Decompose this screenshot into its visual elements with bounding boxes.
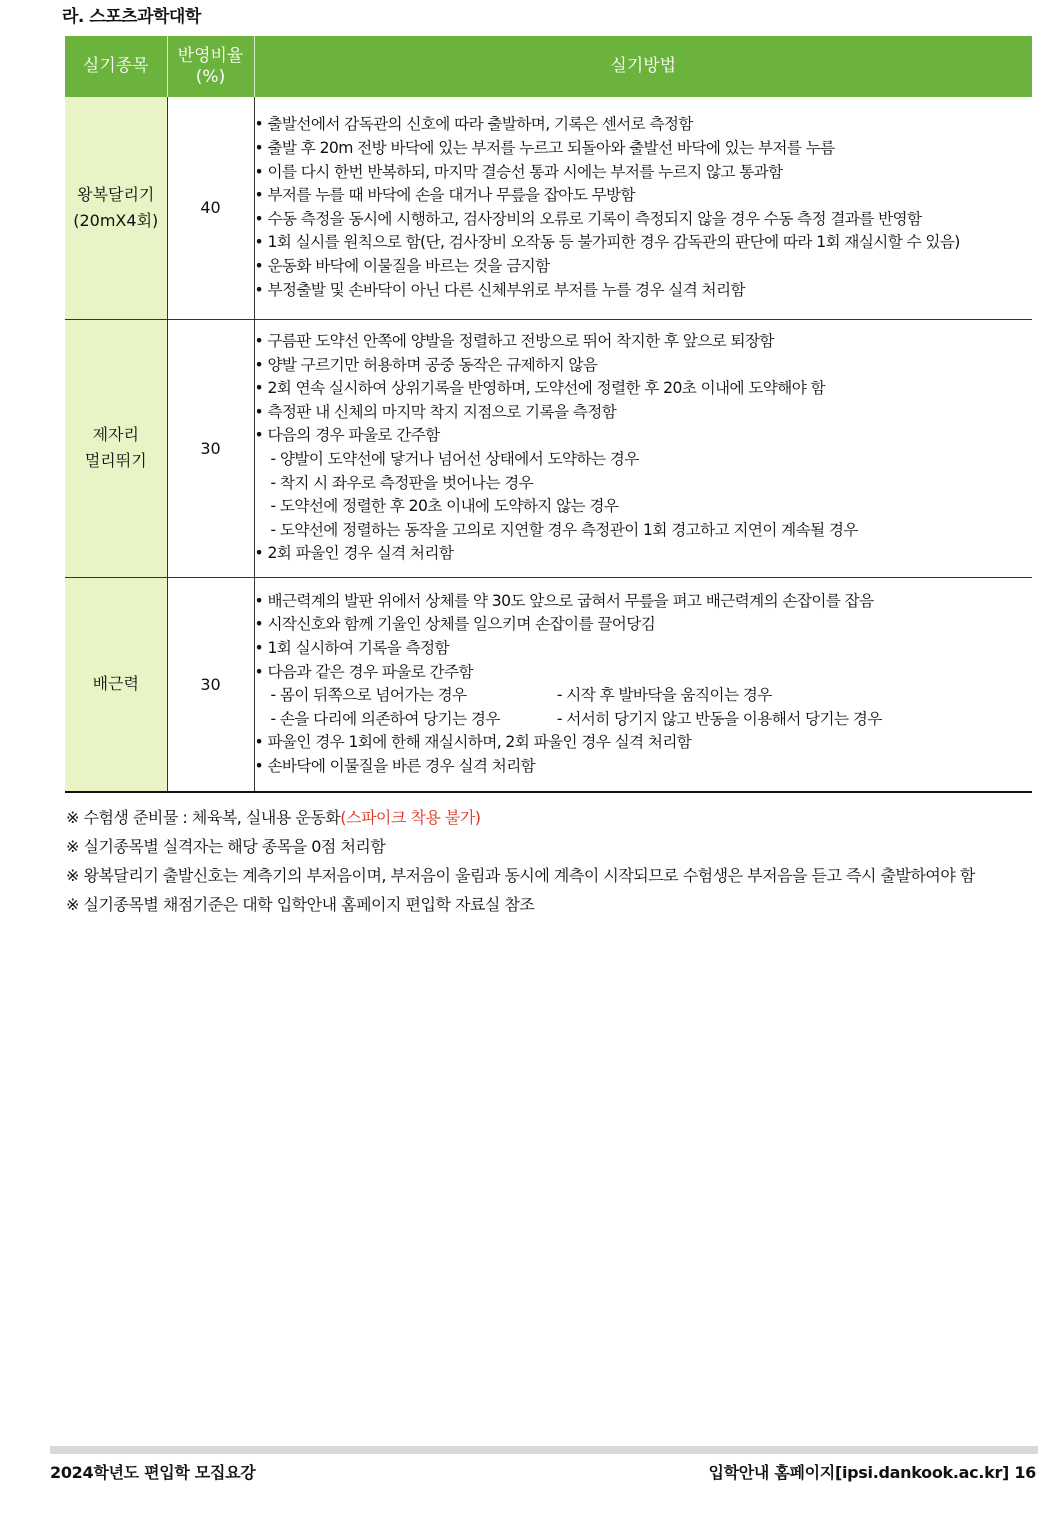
note-text: ※ 수험생 준비물 : 체육복, 실내용 운동화 xyxy=(66,808,341,827)
event-ratio: 30 xyxy=(167,319,254,577)
event-method xyxy=(254,97,1032,319)
foul-item-pair: - 몸이 뒤쪽으로 넘어가는 경우 - 시작 후 발바닥을 움직이는 경우 xyxy=(255,684,1033,708)
event-name: 배근력 xyxy=(65,577,167,792)
rule-item: • 1회 실시하여 기록을 측정함 xyxy=(255,637,1033,661)
rule-item: • 다음의 경우 파울로 간주함 xyxy=(255,424,1033,448)
rule-item: • 구름판 도약선 안쪽에 양발을 정렬하고 전방으로 뛰어 착지한 후 앞으로 퇴장함 xyxy=(255,330,1033,354)
section-title: 라. 스포츠과학대학 xyxy=(62,7,201,27)
rule-item: • 부저를 누를 때 바닥에 손을 대거나 무릎을 잡아도 무방함 xyxy=(255,184,1033,208)
note-item xyxy=(66,803,1034,832)
event-ratio: 30 xyxy=(167,577,254,792)
rule-item: • 시작신호와 함께 기울인 상체를 일으키며 손잡이를 끌어당김 xyxy=(255,613,1033,637)
rule-item: • 손바닥에 이물질을 바른 경우 실격 처리함 xyxy=(255,755,1033,779)
table-row xyxy=(65,319,1032,577)
footer-divider xyxy=(50,1446,1038,1454)
foul-item-pair: - 손을 다리에 의존하여 당기는 경우 - 서서히 당기지 않고 반동을 이용해서 당기는 경우 xyxy=(255,708,1033,732)
rule-item: • 2회 파울인 경우 실격 처리함 xyxy=(255,542,1033,566)
note-warning: (스파이크 착용 불가) xyxy=(340,808,481,827)
rule-item: • 부정출발 및 손바닥이 아닌 다른 신체부위로 부저를 누를 경우 실격 처리함 xyxy=(255,279,1033,303)
rule-item: • 2회 연속 실시하여 상위기록을 반영하며, 도약선에 정렬한 후 20초 이내에 도약해야 함 xyxy=(255,377,1033,401)
foul-item: - 도약선에 정렬하는 동작을 고의로 지연할 경우 측정관이 1회 경고하고 지연이 계속될 경우 xyxy=(255,519,1033,543)
rule-item: • 양발 구르기만 허용하며 공중 동작은 규제하지 않음 xyxy=(255,354,1033,378)
rule-item: • 이를 다시 한번 반복하되, 마지막 결승선 통과 시에는 부저를 누르지 않고 통과함 xyxy=(255,161,1033,185)
rule-item: • 배근력계의 발판 위에서 상체를 약 30도 앞으로 굽혀서 무릎을 펴고 배근력계의 손잡이를 잡음 xyxy=(255,590,1033,614)
foul-item: 손을 다리에 의존하여 당기는 경우 xyxy=(279,709,500,728)
foul-item: 시작 후 발바닥을 움직이는 경우 xyxy=(566,686,772,705)
notes xyxy=(66,803,1034,919)
rule-item: • 출발선에서 감독관의 신호에 따라 출발하며, 기록은 센서로 측정함 xyxy=(255,113,1033,137)
rule-item: • 다음과 같은 경우 파울로 간주함 xyxy=(255,661,1033,685)
note-item: ※ 왕복달리기 출발신호는 계측기의 부저음이며, 부저음이 울림과 동시에 계측이 시작되므로 수험생은 부저음을 듣고 즉시 출발하여야 함 xyxy=(66,866,975,885)
rule-item: • 수동 측정을 동시에 시행하고, 검사장비의 오류로 기록이 측정되지 않을 경우 수동 측정 결과를 반영함 xyxy=(255,208,1033,232)
event-name: 왕복달리기 (20mX4회) xyxy=(65,97,167,319)
table-row xyxy=(65,577,1032,792)
header-ratio: 반영비율 (%) xyxy=(167,36,254,97)
note-item: ※ 실기종목별 채점기준은 대학 입학안내 홈페이지 편입학 자료실 참조 xyxy=(66,895,535,914)
rule-item: • 운동화 바닥에 이물질을 바르는 것을 금지함 xyxy=(255,255,1033,279)
rule-item: • 출발 후 20m 전방 바닥에 있는 부저를 누르고 되돌아와 출발선 바닥에 있는 부저를 누름 xyxy=(255,137,1033,161)
foul-item: - 도약선에 정렬한 후 20초 이내에 도약하지 않는 경우 xyxy=(255,495,1033,519)
header-event: 실기종목 xyxy=(65,36,167,97)
rule-item: • 측정판 내 신체의 마지막 착지 지점으로 기록을 측정함 xyxy=(255,401,1033,425)
rule-list xyxy=(255,113,1033,302)
footer-doc-title: 2024학년도 편입학 모집요강 xyxy=(50,1463,256,1482)
header-method: 실기방법 xyxy=(254,36,1032,97)
rule-list xyxy=(255,590,1033,779)
event-name: 제자리 멀리뛰기 xyxy=(65,319,167,577)
table-header-row xyxy=(65,36,1032,97)
foul-item: - 양발이 도약선에 닿거나 넘어선 상태에서 도약하는 경우 xyxy=(255,448,1033,472)
exam-table xyxy=(65,36,1032,793)
foul-item: - 착지 시 좌우로 측정판을 벗어나는 경우 xyxy=(255,472,1033,496)
event-method xyxy=(254,577,1032,792)
foul-item: 몸이 뒤쪽으로 넘어가는 경우 xyxy=(279,686,467,705)
footer-page-info: 입학안내 홈페이지[ipsi.dankook.ac.kr] 16 xyxy=(708,1463,1036,1482)
foul-item: 서서히 당기지 않고 반동을 이용해서 당기는 경우 xyxy=(566,709,882,728)
rule-item: • 1회 실시를 원칙으로 함(단, 검사장비 오작동 등 불가피한 경우 감독관의 판단에 따라 1회 재실시할 수 있음) xyxy=(255,231,1033,255)
table-row xyxy=(65,97,1032,319)
note-item: ※ 실기종목별 실격자는 해당 종목을 0점 처리함 xyxy=(66,837,386,856)
event-ratio: 40 xyxy=(167,97,254,319)
event-method xyxy=(254,319,1032,577)
rule-item: • 파울인 경우 1회에 한해 재실시하며, 2회 파울인 경우 실격 처리함 xyxy=(255,731,1033,755)
rule-list xyxy=(255,330,1033,566)
